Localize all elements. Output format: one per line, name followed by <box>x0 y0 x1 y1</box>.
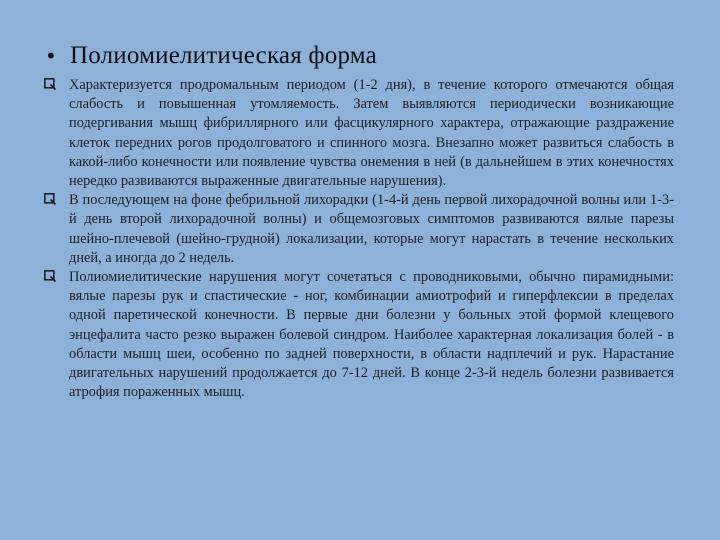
title-row <box>45 42 377 70</box>
q-checkbox-bullet-icon <box>44 270 56 282</box>
list-item-text: Полиомиелитические нарушения могут сочетаться с проводниковыми, обычно пирамидными: вялые парезы рук и спастические - ног, комбинации амиотрофий и гиперфлексии в пределах одной паретической конечности. В первые дни болезни у больных этой формой клещевого энцефалита часто резко выражен болевой синдром. Наиболее характерная локализация болей - в области мышц шеи, особенно по задней поверхности, в области надплечий и рук. Нарастание двигательных нарушений продолжается до 7-12 дней. В конце 2-3-й недель болезни развивается атрофия пораженных мышц. <box>69 269 674 401</box>
slide-title: Полиомиелитическая форма <box>70 42 377 69</box>
list-item-text: Характеризуется продромальным периодом (1-2 дня), в течение которого отмечаются общая слабость и повышенная утомляемость. Затем выявляются периодически возникающие подергивания мышц фибриллярного или фасцикулярного характера, отражающие раздражение клеток передних рогов продолговатого и спинного мозга. Внезапно может развиться слабость в какой-либо конечности или появление чувства онемения в ней (в дальнейшем в этих конечностях нередко развиваются выраженные двигательные нарушения). <box>69 77 674 190</box>
list-item <box>44 191 674 268</box>
title-bullet: • <box>45 44 57 68</box>
q-checkbox-bullet-icon <box>44 78 56 90</box>
q-checkbox-bullet-icon <box>44 193 56 205</box>
list-item <box>44 268 674 402</box>
list-item-text: В последующем на фоне фебрильной лихорадки (1-4-й день первой лихорадочной волны или 1-3-й день второй лихорадочной волны) и общемозговых симптомов развиваются вялые парезы шейно-плечевой (шейно-грудной) локализации, которые могут нарастать в течение нескольких дней, а иногда до 2 недель. <box>69 192 674 266</box>
bullet-list <box>44 76 674 402</box>
list-item <box>44 76 674 191</box>
